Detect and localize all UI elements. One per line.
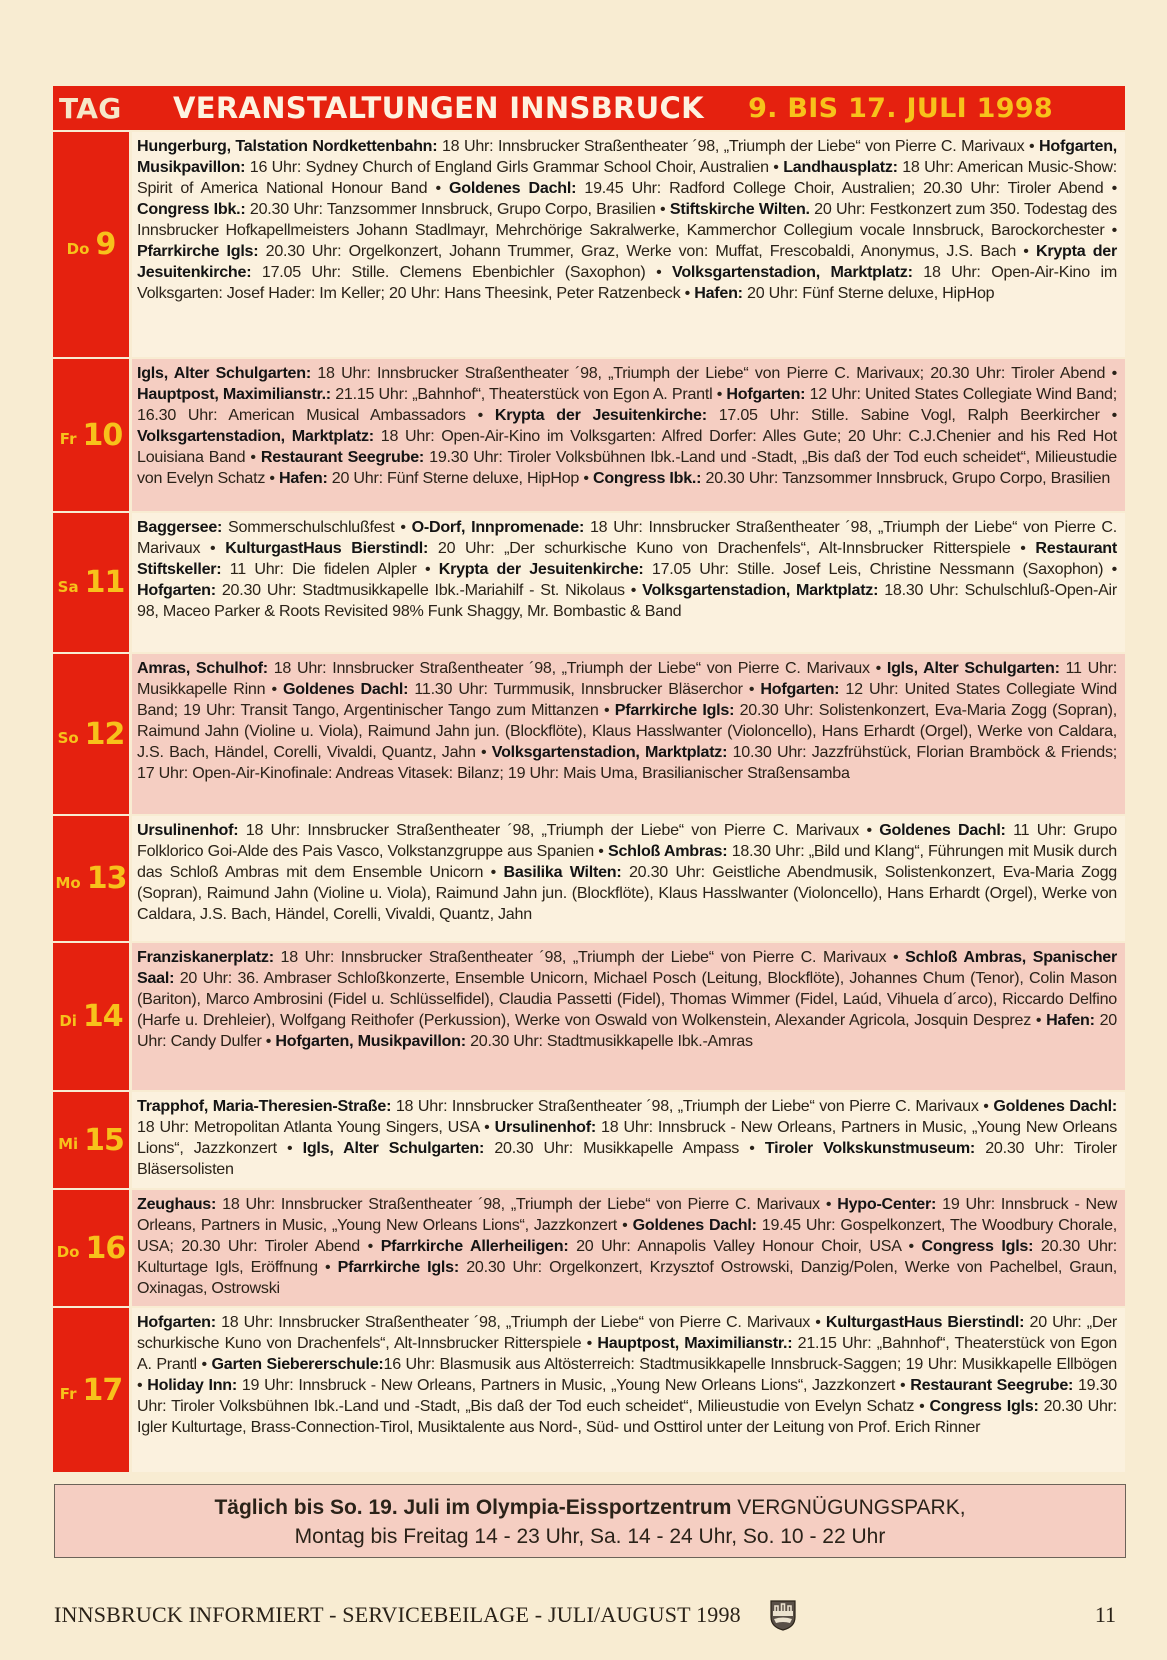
header-tag: TAG [59, 91, 122, 125]
day-number: 12 [84, 716, 125, 752]
day-row-di-14 [53, 943, 1125, 1092]
event-description: 17.05 Uhr: Stille. Josef Leis, Christine Nessmann (Saxophon) • [643, 560, 1117, 578]
day-events [132, 1190, 1125, 1306]
day-events [132, 943, 1125, 1090]
venue-name: Volksgartenstadion, Marktplatz: [642, 581, 879, 599]
event-description: 18 Uhr: Innsbrucker Straßentheater ´98, „Triumph der Liebe“ von Pierre C. Marivaux • [215, 1313, 826, 1331]
event-description: 20.30 Uhr: Kulturtage Igls, Eröffnung • [137, 1237, 1117, 1276]
venue-name: Hafen: [1046, 1011, 1095, 1029]
event-description: 19.45 Uhr: Radford College Choir, Australien; 20.30 Uhr: Tiroler Abend • [576, 179, 1117, 197]
day-row-do-16 [53, 1190, 1125, 1308]
event-description: 18.30 Uhr: „Bild und Klang“, Führungen mit Musik durch das Schloß Ambras mit dem Ensemble Unicorn • [137, 842, 1118, 881]
notice-bold: Täglich bis So. 19. Juli im Olympia-Eissportzentrum [214, 1496, 732, 1519]
day-label [53, 1190, 132, 1306]
venue-name: Basilika Wilten: [503, 863, 622, 881]
event-description: 18 Uhr: Innsbruck - New Orleans, Partners in Music, „Young New Orleans Lions“, Jazzkonzert • [137, 1118, 1117, 1157]
venue-name: Pfarrkirche Igls: [614, 701, 735, 719]
venue-name: Ursulinenhof: [137, 821, 239, 839]
event-description: 20 Uhr: Candy Dulfer • [137, 1011, 1117, 1050]
venue-name: Hafen: [278, 469, 328, 487]
event-description: 18 Uhr: Innsbrucker Straßentheater ´98, „Triumph der Liebe“ von Pierre C. Marivaux • [216, 1195, 838, 1213]
day-number: 16 [85, 1230, 126, 1266]
event-description: 20.30 Uhr: Igler Kulturtage, Brass-Connection-Tirol, Musiktalente aus Nord-, Süd- und Osttirol unter der Leitung von Prof. Erich Rinner [137, 1397, 1117, 1436]
day-name: So [57, 729, 79, 747]
event-description: 21.15 Uhr: „Bahnhof“, Theaterstück von Egon A. Prantl • [330, 385, 727, 403]
table-header [53, 86, 1125, 132]
publication-line: INNSBRUCK INFORMIERT - SERVICEBEILAGE - JULI/AUGUST 1998 [54, 1602, 741, 1627]
innsbruck-coat-of-arms-icon [769, 1599, 797, 1631]
venue-name: Hofgarten: [726, 385, 806, 403]
event-description: 20 Uhr: Fünf Sterne deluxe, HipHop • [327, 469, 593, 487]
day-row-mo-13 [53, 816, 1125, 943]
venue-name: Goldenes Dachl: [632, 1216, 757, 1234]
event-description: 11 Uhr: Musikkapelle Rinn • [137, 659, 1118, 698]
day-row-mi-15 [53, 1092, 1125, 1190]
event-description: 10.30 Uhr: Jazzfrühstück, Florian Bramböck & Friends; 17 Uhr: Open-Air-Kinofinale: Andreas Vitasek: Bilanz; 19 Uhr: Mais Uma, Brasilianischer Straßensamba [137, 743, 1118, 782]
day-events [132, 513, 1125, 652]
venue-name: Franziskanerplatz: [137, 948, 274, 966]
event-description: 18 Uhr: Innsbrucker Straßentheater ´98, „Triumph der Liebe“ von Pierre C. Marivaux • [273, 948, 906, 966]
venue-name: Hofgarten: [760, 680, 840, 698]
day-label [53, 1308, 132, 1472]
venue-name: Restaurant Seegrube: [260, 448, 425, 466]
day-events [132, 654, 1125, 814]
venue-name: Pfarrkirche Igls: [337, 1258, 459, 1276]
day-number: 15 [84, 1122, 124, 1158]
day-label [53, 816, 132, 941]
day-name: Mi [58, 1135, 79, 1153]
day-events [132, 132, 1125, 357]
venue-name: Goldenes Dachl: [879, 821, 1006, 839]
day-row-fr-10 [53, 359, 1125, 513]
venue-name: Krypta der Jesuitenkirche: [494, 406, 707, 424]
event-description: 19 Uhr: Innsbruck - New Orleans, Partners in Music, „Young New Orleans Lions“, Jazzkonzert • [137, 1195, 1117, 1234]
event-description: 20 Uhr: „Der schurkische Kuno von Drachenfels“, Alt-Innsbrucker Ritterspiele • [428, 539, 1036, 557]
event-description: 18 Uhr: Open-Air-Kino im Volksgarten: Alfred Dorfer: Alles Gute; 20 Uhr: C.J.Chenier and his Red Hot Louisiana Band • [137, 427, 1117, 466]
venue-name: Hauptpost, Maximilianstr.: [597, 1334, 793, 1352]
fairground-notice [54, 1484, 1126, 1558]
venue-name: KulturgastHaus Bierstindl: [225, 539, 429, 557]
events-table [53, 86, 1125, 1474]
event-description: 20.30 Uhr: Stadtmusikkapelle Ibk.-Amras [465, 1032, 753, 1050]
day-number: 10 [82, 417, 123, 453]
venue-name: Garten Siebererschule: [211, 1355, 384, 1373]
event-description: 20.30 Uhr: Musikkapelle Ampass • [484, 1139, 765, 1157]
day-number: 17 [82, 1372, 123, 1408]
day-number: 11 [84, 565, 125, 600]
day-row-so-12 [53, 654, 1125, 816]
day-name: Fr [59, 430, 77, 448]
venue-name: Tiroler Volkskunstmuseum: [764, 1139, 976, 1157]
venue-name: Stiftskirche Wilten. [669, 200, 810, 218]
venue-name: Hafen: [694, 284, 743, 302]
event-description: 17.05 Uhr: Stille. Sabine Vogl, Ralph Beerkircher • [706, 406, 1117, 424]
event-description: 18 Uhr: Innsbrucker Straßentheater ´98, „Triumph der Liebe“ von Pierre C. Marivaux • [391, 1097, 994, 1115]
venue-name: Hofgarten, Musikpavillon: [275, 1032, 466, 1050]
venue-name: Igls, Alter Schulgarten: [137, 364, 311, 382]
event-description: 20.30 Uhr: Tiroler Bläsersolisten [137, 1139, 1117, 1178]
venue-name: Congress Ibk.: [592, 469, 702, 487]
event-description: 12 Uhr: United States Collegiate Wind Band; 16.30 Uhr: American Musical Ambassadors • [137, 385, 1117, 424]
event-description: 18 Uhr: Innsbrucker Straßentheater ´98, „Triumph der Liebe“ von Pierre C. Marivaux • [137, 518, 1117, 557]
venue-name: Goldenes Dachl: [993, 1097, 1118, 1115]
day-label [53, 943, 132, 1090]
event-description: 18 Uhr: Metropolitan Atlanta Young Singers, USA • [137, 1118, 495, 1136]
day-name: Do [56, 1243, 80, 1261]
day-number: 9 [95, 227, 116, 262]
event-description: 20 Uhr: Annapolis Valley Honour Choir, USA • [568, 1237, 922, 1255]
event-description: 11 Uhr: Grupo Folklorico Goi-Alde des Pais Vasco, Volkstanzgruppe aus Spanien • [137, 821, 1117, 860]
event-description: 20.30 Uhr: Tanzsommer Innsbruck, Grupo Corpo, Brasilien [701, 469, 1111, 487]
event-description: 18 Uhr: Innsbrucker Straßentheater ´98, „Triumph der Liebe“ von Pierre C. Marivaux • [267, 659, 887, 677]
venue-name: Pfarrkirche Igls: [137, 242, 259, 260]
venue-name: Landhausplatz: [783, 158, 898, 176]
page-number: 11 [1094, 1602, 1116, 1627]
venue-name: Baggersee: [137, 518, 223, 536]
venue-name: KulturgastHaus Bierstindl: [825, 1313, 1025, 1331]
day-events [132, 359, 1125, 511]
venue-name: Krypta der Jesuitenkirche: [137, 242, 1117, 281]
day-label [53, 132, 132, 357]
day-number: 13 [86, 861, 127, 896]
page-footer [54, 1598, 1126, 1632]
venue-name: Igls, Alter Schulgarten: [886, 659, 1060, 677]
event-description: 18 Uhr: Innsbrucker Straßentheater ´98, „Triumph der Liebe“ von Pierre C. Marivaux • [437, 137, 1040, 155]
event-description: 16 Uhr: Sydney Church of England Girls Grammar School Choir, Australien • [245, 158, 784, 176]
venue-name: Volksgartenstadion, Marktplatz: [491, 743, 728, 761]
event-description: 18 Uhr: Innsbrucker Straßentheater ´98, „Triumph der Liebe“ von Pierre C. Marivaux • [238, 821, 880, 839]
event-description: 18.30 Uhr: Schulschluß-Open-Air 98, Maceo Parker & Roots Revisited 98% Funk Shaggy, Mr. Bombastic & Band [137, 581, 1117, 620]
notice-rest: VERGNÜGUNGSPARK, [731, 1496, 966, 1519]
day-events [132, 816, 1125, 941]
day-name: Mo [55, 873, 81, 892]
venue-name: Ursulinenhof: [494, 1118, 596, 1136]
event-description: 20 Uhr: Festkonzert zum 350. Todestag des Innsbrucker Hofkapellmeisters Johann Stadlmayr, Mehrchörige Sakralwerke, Kammerchor Collegium vocale Innsbruck, Barockorchester • [137, 200, 1117, 239]
notice-line-1 [55, 1493, 1125, 1522]
day-name: Sa [57, 577, 79, 596]
venue-name: Restaurant Seegrube: [910, 1376, 1074, 1394]
event-description: 11 Uhr: Die fidelen Alpler • [221, 560, 439, 578]
venue-name: Hofgarten, Musikpavillon: [137, 137, 1118, 176]
day-name: Do [66, 239, 90, 258]
event-description: 20.30 Uhr: Stadtmusikkapelle Ibk.-Mariahilf - St. Nikolaus • [215, 581, 643, 599]
venue-name: O-Dorf, Innpromenade: [411, 518, 585, 536]
venue-name: Volksgartenstadion, Marktplatz: [672, 263, 913, 281]
event-description: 20 Uhr: „Der schurkische Kuno von Drachenfels“, Alt-Innsbrucker Ritterspiele • [137, 1313, 1117, 1352]
venue-name: Congress Igls: [921, 1237, 1034, 1255]
event-description: 12 Uhr: United States Collegiate Wind Band; 19 Uhr: Transit Tango, Argentinischer Tango zum Mittanzen • [137, 680, 1117, 719]
event-description: 20 Uhr: 36. Ambraser Schloßkonzerte, Ensemble Unicorn, Michael Posch (Leitung, Blockflöte), Johannes Chum (Tenor), Colin Mason (Bariton), Marco Ambrosini (Fidel u. Schlüsselfidel), Claudia Passetti (Fidel), Thomas Wimmer (Fidel, Laúd, Vihuela d´arco), Riccardo Delfino (Harfe u. Drehleier), Wolfgang Reithofer (Perkussion), Werke von Oswald von Wolkenstein, Alexander Agricola, Josquin Desprez • [137, 969, 1117, 1029]
venue-name: Hungerburg, Talstation Nordkettenbahn: [137, 137, 438, 155]
notice-line-2: Montag bis Freitag 14 - 23 Uhr, Sa. 14 - 24 Uhr, So. 10 - 22 Uhr [294, 1525, 886, 1548]
venue-name: Goldenes Dachl: [449, 179, 577, 197]
venue-name: Holiday Inn: [147, 1376, 237, 1394]
event-description: 20.30 Uhr: Orgelkonzert, Johann Trummer, Graz, Werke von: Muffat, Frescobaldi, Anonymus, J.S. Bach • [258, 242, 1036, 260]
event-description: 11.30 Uhr: Turmmusik, Innsbrucker Bläserchor • [408, 680, 761, 698]
event-description: 18 Uhr: American Music-Show: Spirit of America National Honour Band • [137, 158, 1117, 197]
day-events [132, 1308, 1125, 1472]
event-description: 20.30 Uhr: Tanzsommer Innsbruck, Grupo Corpo, Brasilien • [245, 200, 670, 218]
event-description: 19 Uhr: Innsbruck - New Orleans, Partners in Music, „Young New Orleans Lions“, Jazzkonzert • [236, 1376, 911, 1394]
venue-name: Hauptpost, Maximilianstr.: [137, 385, 331, 403]
event-description: 18 Uhr: Innsbrucker Straßentheater ´98, „Triumph der Liebe“ von Pierre C. Marivaux; 20.30 Uhr: Tiroler Abend • [310, 364, 1118, 382]
venue-name: Amras, Schulhof: [137, 659, 268, 677]
event-description: 19.45 Uhr: Gospelkonzert, The Woodbury Chorale, USA; 20.30 Uhr: Tiroler Abend • [137, 1216, 1117, 1255]
event-description: 18 Uhr: Open-Air-Kino im Volksgarten: Josef Hader: Im Keller; 20 Uhr: Hans Theesink, Peter Ratzenbeck • [137, 263, 1118, 302]
venue-name: Zeughaus: [137, 1195, 217, 1213]
day-name: Di [59, 1011, 77, 1030]
venue-name: Igls, Alter Schulgarten: [302, 1139, 485, 1157]
venue-name: Goldenes Dachl: [283, 680, 409, 698]
venue-name: Pfarrkirche Allerheiligen: [380, 1237, 569, 1255]
venue-name: Restaurant Stiftskeller: [137, 539, 1117, 578]
day-label [53, 654, 132, 814]
header-title: VERANSTALTUNGEN INNSBRUCK [173, 91, 704, 125]
event-description: 20.30 Uhr: Orgelkonzert, Krzysztof Ostrowski, Danzig/Polen, Werke von Pachelbel, Graun, Oxinagas, Ostrowski [137, 1258, 1117, 1297]
day-label [53, 1092, 132, 1188]
venue-name: Trapphof, Maria-Theresien-Straße: [137, 1097, 392, 1115]
venue-name: Hypo-Center: [837, 1195, 937, 1213]
venue-name: Congress Igls: [929, 1397, 1039, 1415]
header-dates: 9. BIS 17. JULI 1998 [748, 92, 1053, 124]
venue-name: Schloß Ambras, Spanischer Saal: [137, 948, 1118, 987]
day-label [53, 359, 132, 511]
day-number: 14 [82, 999, 123, 1034]
day-name: Fr [59, 1385, 77, 1403]
venue-name: Hofgarten: [137, 581, 216, 599]
day-row-sa-11 [53, 513, 1125, 654]
event-description: Sommerschulschlußfest • [222, 518, 412, 536]
event-description: 16 Uhr: Blasmusik aus Altösterreich: Stadtmusikkapelle Innsbruck-Saggen; 19 Uhr: Musikkapelle Ellbögen • [137, 1355, 1118, 1394]
event-description: 19.30 Uhr: Tiroler Volksbühnen Ibk.-Land und -Stadt, „Bis daß der Tod euch scheidet“, Milieustudie von Evelyn Schatz • [137, 448, 1117, 487]
event-description: 19.30 Uhr: Tiroler Volksbühnen Ibk.-Land und -Stadt, „Bis daß der Tod euch scheidet“, Milieustudie von Evelyn Schatz • [137, 1376, 1118, 1415]
venue-name: Congress Ibk.: [137, 200, 246, 218]
venue-name: Volksgartenstadion, Marktplatz: [137, 427, 374, 445]
venue-name: Hofgarten: [137, 1313, 216, 1331]
event-description: 20.30 Uhr: Solistenkonzert, Eva-Maria Zogg (Sopran), Raimund Jahn (Violine u. Viola), Raimund Jahn jun. (Blockflöte), Klaus Hasslwanter (Violoncello), Hans Erhardt (Orgel), Werke von Caldara, J.S. Bach, Händel, Corelli, Vivaldi, Quantz, Jahn • [137, 701, 1117, 761]
day-row-fr-17 [53, 1308, 1125, 1474]
venue-name: Schloß Ambras: [607, 842, 728, 860]
day-label [53, 513, 132, 652]
day-events [132, 1092, 1125, 1188]
event-description: 17.05 Uhr: Stille. Clemens Ebenbichler (Saxophon) • [251, 263, 673, 281]
day-row-do-9 [53, 132, 1125, 359]
event-description: 21.15 Uhr: „Bahnhof“, Theaterstück von Egon A. Prantl • [137, 1334, 1117, 1373]
venue-name: Krypta der Jesuitenkirche: [438, 560, 644, 578]
event-description: 20 Uhr: Fünf Sterne deluxe, HipHop [742, 284, 995, 302]
event-description: 20.30 Uhr: Geistliche Abendmusik, Solistenkonzert, Eva-Maria Zogg (Sopran), Raimund Jahn (Violine u. Viola), Raimund Jahn jun. (Blockflöte), Klaus Hasslwanter (Violoncello), Hans Erhardt (Orgel), Werke von Caldara, J.S. Bach, Händel, Corelli, Vivaldi, Quantz, Jahn [137, 863, 1117, 923]
